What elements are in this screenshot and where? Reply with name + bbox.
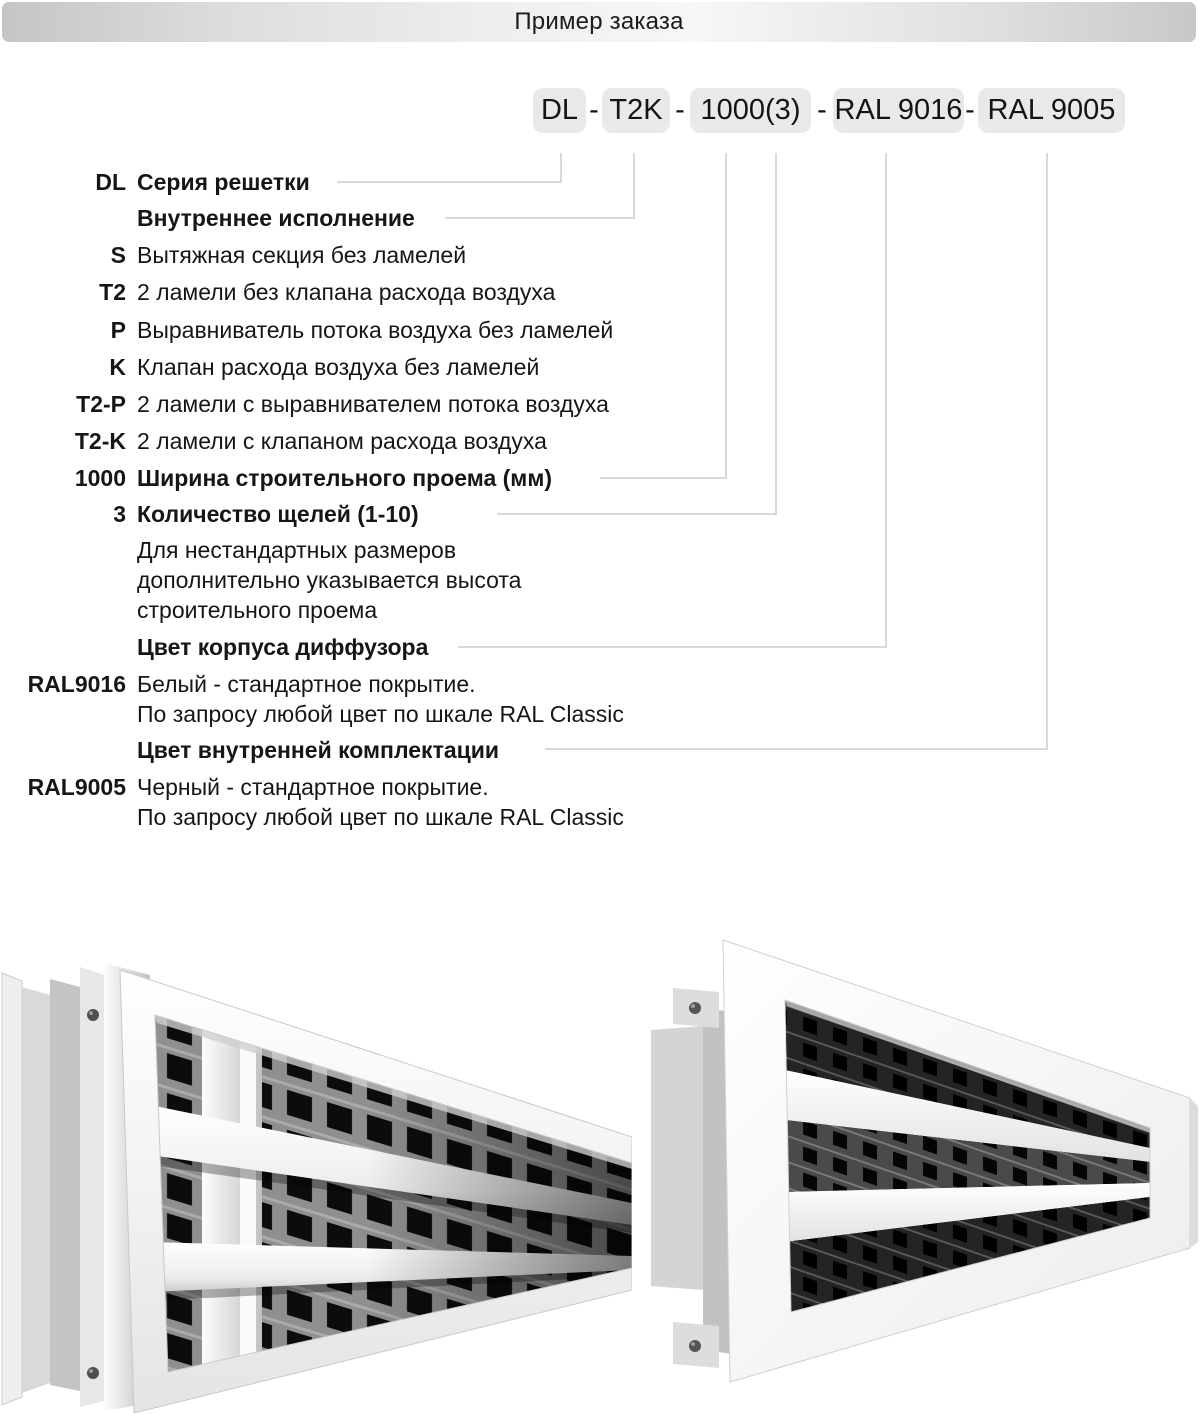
code-separator: - — [589, 94, 599, 126]
legend-label: Количество щелей (1-10) — [137, 501, 419, 527]
product-photo-right — [645, 930, 1200, 1416]
legend-heading: Цвет внутренней комплектации — [137, 737, 500, 763]
legend-code: RAL9016 — [27, 671, 126, 697]
product-photo-left — [0, 955, 632, 1416]
legend-code: RAL9005 — [27, 774, 126, 800]
page-title: Пример заказа — [514, 8, 684, 35]
code-separator: - — [817, 94, 827, 126]
code-segment-inner-color: RAL 9005 — [978, 88, 1125, 133]
code-segment-series: DL — [533, 88, 586, 133]
color-desc-line: Белый - стандартное покрытие. — [137, 671, 476, 697]
legend-label: 2 ламели без клапана расхода воздуха — [137, 279, 556, 305]
code-segment-inner-type: T2K — [602, 88, 670, 133]
legend-label: Серия решетки — [137, 169, 310, 195]
legend-code: P — [110, 317, 126, 343]
legend-label: 2 ламели с клапаном расхода воздуха — [137, 428, 547, 454]
legend-heading: Внутреннее исполнение — [137, 205, 415, 231]
legend-code: K — [109, 354, 126, 380]
code-separator: - — [675, 94, 685, 126]
legend-code: T2 — [99, 279, 126, 305]
legend-code: 1000 — [74, 465, 126, 491]
legend-label: Выравниватель потока воздуха без ламелей — [137, 317, 614, 343]
legend-label — [137, 772, 624, 832]
code-segment-width-slots: 1000(3) — [690, 88, 811, 133]
color-desc-line: По запросу любой цвет по шкале RAL Classic — [137, 804, 624, 830]
color-desc-line: По запросу любой цвет по шкале RAL Classic — [137, 701, 624, 727]
legend-label: Вытяжная секция без ламелей — [137, 242, 467, 268]
legend-code: DL — [95, 169, 126, 195]
legend-label: Ширина строительного проема (мм) — [137, 465, 552, 491]
legend-heading: Цвет корпуса диффузора — [137, 634, 429, 660]
note-line: дополнительно указывается высота — [137, 567, 522, 593]
code-separator: - — [965, 94, 975, 126]
note-line: Для нестандартных размеров — [137, 537, 457, 563]
legend-label: 2 ламели с выравнивателем потока воздуха — [137, 391, 609, 417]
legend-code: S — [110, 242, 126, 268]
legend-label: Клапан расхода воздуха без ламелей — [137, 354, 540, 380]
code-segment-body-color: RAL 9016 — [833, 88, 964, 133]
legend-code: 3 — [113, 501, 126, 527]
legend-label — [137, 669, 624, 729]
legend-note-text — [137, 535, 521, 625]
note-line: строительного проема — [137, 597, 378, 623]
color-desc-line: Черный - стандартное покрытие. — [137, 774, 489, 800]
legend-code: T2-P — [76, 391, 126, 417]
legend-code: T2-K — [74, 428, 126, 454]
